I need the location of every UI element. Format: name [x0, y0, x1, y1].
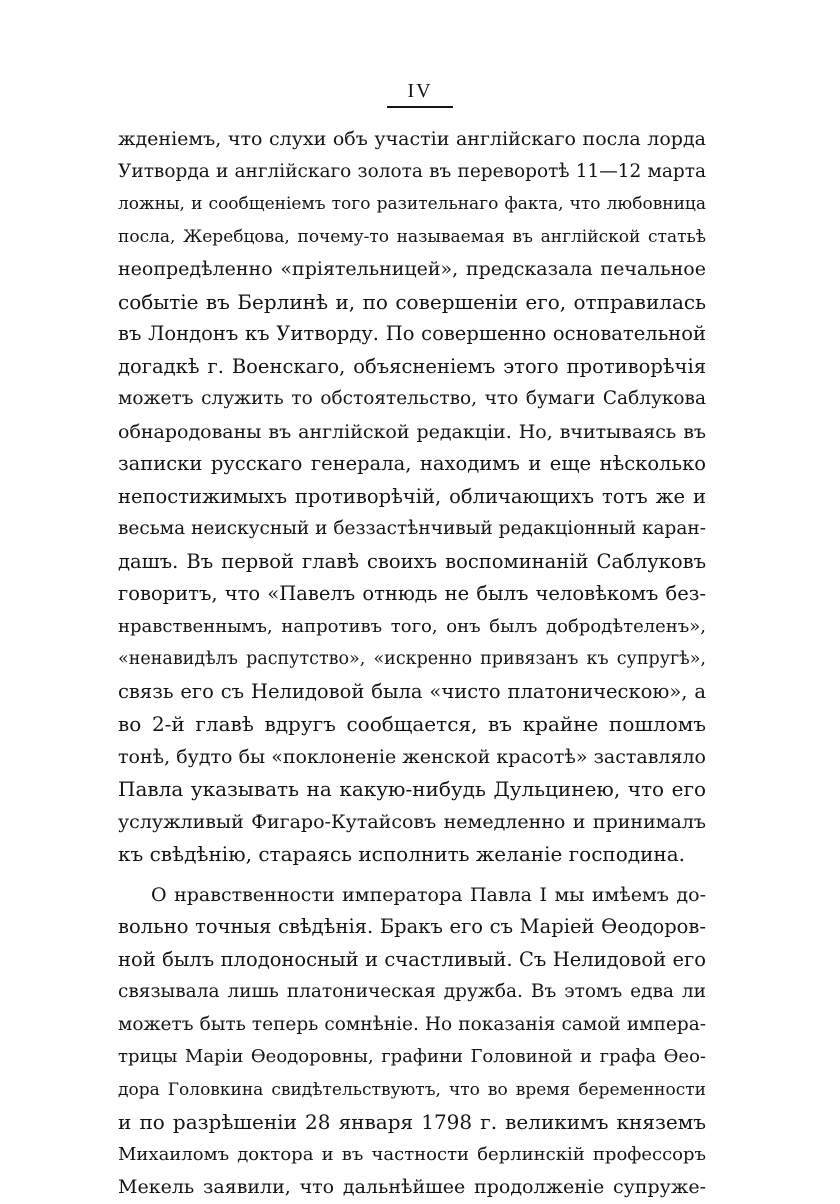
text-line: и по разрѣшеніи 28 января 1798 г. великимъ княземъ: [118, 1110, 706, 1134]
page-header: [0, 80, 840, 108]
text-line: можетъ быть теперь сомнѣніе. Но показанія самой импера-: [118, 1013, 706, 1035]
text-line: связь его съ Нелидовой была «чисто платоническою», а: [118, 679, 706, 703]
text-line: неопредѣленно «пріятельницей», предсказала печальное: [118, 258, 706, 280]
text-line: Павла указывать на какую-нибудь Дульцинею, что его: [118, 777, 706, 801]
text-line: событіе въ Берлинѣ и, по совершеніи его, отправилась: [118, 289, 706, 314]
text-line: Михаиломъ доктора и въ частности берлинскій профессоръ: [118, 1143, 706, 1165]
text-line: ной былъ плодоносный и счастливый. Съ Нелидовой его: [118, 947, 706, 971]
text-line: догадкѣ г. Военскаго, объясненіемъ этого противорѣчія: [118, 354, 706, 378]
text-line: записки русскаго генерала, находимъ и еще нѣсколько: [118, 452, 706, 475]
text-line: ложны, и сообщеніемъ того разительнаго факта, что любовница: [118, 194, 706, 214]
text-line: «ненавидѣлъ распутство», «искренно привязанъ къ супругѣ»,: [118, 649, 706, 669]
text-line: весьма неискусный и беззастѣнчивый редакціонный каран-: [118, 518, 706, 539]
paragraph-1: [118, 123, 706, 871]
text-line: можетъ служить то обстоятельство, что бумаги Саблукова: [118, 388, 706, 409]
text-line: говоритъ, что «Павелъ отнюдь не былъ человѣкомъ без-: [118, 582, 706, 605]
text-line: нравственнымъ, напротивъ того, онъ былъ добродѣтеленъ»,: [118, 615, 706, 637]
text-line: тонѣ, будто бы «поклоненіе женской красотѣ» заставляло: [118, 745, 706, 768]
text-line: трицы Маріи Ѳеодоровны, графини Головиной и графа Ѳео-: [118, 1046, 706, 1067]
text-line: Мекель заявили, что дальнѣйшее продолженіе супруже-: [118, 1176, 706, 1198]
text-line: посла, Жеребцова, почему-то называемая въ англійской статьѣ: [118, 226, 706, 247]
text-line: къ свѣдѣнію, стараясь исполнить желаніе господина.: [118, 842, 686, 866]
page-number: IV: [387, 80, 452, 108]
text-line: дашъ. Въ первой главѣ своихъ воспоминаній Саблуковъ: [118, 549, 706, 573]
page-body: [118, 123, 706, 1204]
text-line: Уитворда и англійскаго золота въ переворотѣ 11—12 марта: [118, 160, 706, 182]
text-line: вольно точныя свѣдѣнія. Бракъ его съ Маріей Ѳеодоров-: [118, 915, 706, 938]
text-line: дора Головкина свидѣтельствуютъ, что во время беременности: [118, 1079, 706, 1100]
text-line: непостижимыхъ противорѣчій, обличающихъ тотъ же и: [118, 484, 706, 508]
text-line: во 2-й главѣ вдругъ сообщается, въ крайне пошломъ: [118, 712, 706, 736]
text-line: связывала лишь платоническая дружба. Въ этомъ едва ли: [118, 981, 706, 1002]
paragraph-gap: [118, 871, 706, 879]
text-line: обнародованы въ англійской редакціи. Но, вчитываясь въ: [118, 420, 706, 443]
paragraph-2: [118, 879, 706, 1204]
text-line: О нравственности императора Павла I мы имѣемъ до-: [151, 883, 706, 906]
text-line: въ Лондонъ къ Уитворду. По совершенно основательной: [118, 322, 706, 345]
text-line: услужливый Фигаро-Кутайсовъ немедленно и принималъ: [118, 810, 706, 833]
text-line: жденіемъ, что слухи объ участіи англійскаго посла лорда: [118, 128, 706, 150]
